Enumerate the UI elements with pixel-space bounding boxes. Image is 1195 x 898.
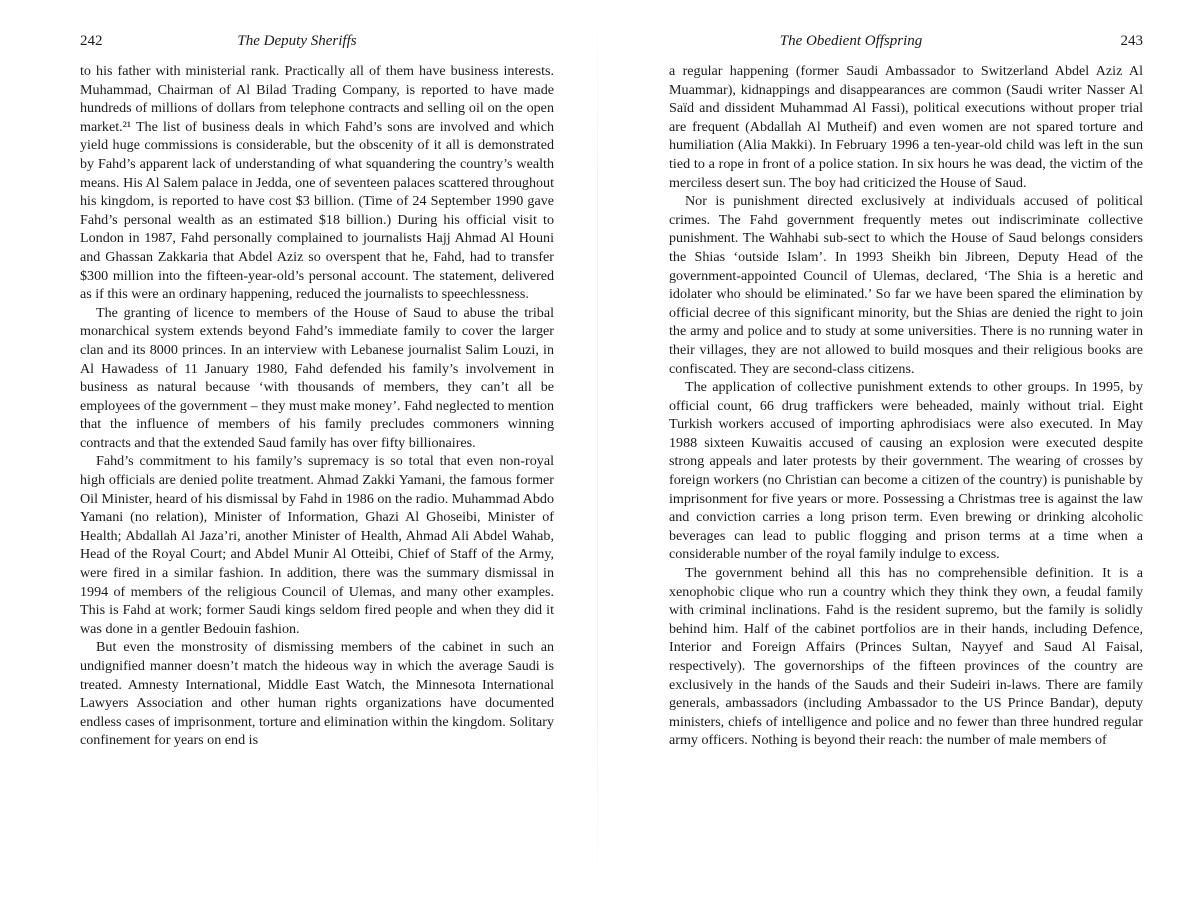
paragraph: Nor is punishment directed exclusively at individuals accused of political crimes. The Fahd government frequently metes out indiscriminate collective punishment. The Wahhabi sub-sect to which the House of Saud belongs considers the Shias ‘outside Islam’. In 1993 Sheikh bin Jibreen, Deputy Head of the government-appointed Council of Ulemas, declared, ‘The Shia is a heretic and idolater who should be eliminated.’ So far we have been spared the elimination by official decree of this significant minority, but the Shias are denied the right to join the army and police and to study at some universities. There is no running water in their villages, they are not allowed to build mosques and their religious books are confiscated. They are second-class citizens. xyxy=(669,193,1143,377)
right-page-body xyxy=(669,62,1143,750)
running-head: The Deputy Sheriffs xyxy=(237,33,357,49)
paragraph: But even the monstrosity of dismissing members of the cabinet in such an undignified manner doesn’t match the hideous way in which the average Saudi is treated. Amnesty International, Middle East Watch, the Minnesota International Lawyers Association and other human rights organizations have documented endless cases of imprisonment, torture and elimination within the kingdom. Solitary confinement for years on end is xyxy=(80,639,554,749)
paragraph: The application of collective punishment extends to other groups. In 1995, by official count, 66 drug traffickers were beheaded, mainly without trial. Eight Turkish workers accused of importing aphrodisiacs were also executed. In May 1988 sixteen Kuwaitis accused of causing an explosion were executed despite strong appeals and later protests by their government. The wearing of crosses by foreign workers (no Christian can become a citizen of the country) is punishable by imprisonment for five years or more. Possessing a Christmas tree is against the law and conviction carries a long prison term. Even brewing or drinking alcoholic beverages can lead to public flogging and prison terms at a time when a considerable number of the royal family indulge to excess. xyxy=(669,379,1143,563)
running-head: The Obedient Offspring xyxy=(779,33,923,49)
paragraph: to his father with ministerial rank. Practically all of them have business interests. Muhammad, Chairman of Al Bilad Trading Company, is reported to have made hundreds of millions of dollars from telephone contracts and selling oil on the open market.²¹ The list of business deals in which Fahd’s sons are involved and which yield huge commissions is considerable, but the obscenity of it all is demonstrated by Fahd’s apparent lack of understanding of what squandering the country’s wealth means. His Al Salem palace in Jedda, one of seventeen palaces scattered throughout his kingdom, is reported to have cost $3 billion. (Time of 24 September 1990 gave Fahd’s personal wealth as an estimated $18 billion.) During his official visit to London in 1987, Fahd personally complained to journalists Hajj Ahmad Al Houni and Ghassan Zakkaria that Abdel Aziz so overspent that he, Fahd, had to transfer $300 million into the fifteen-year-old’s personal account. The statement, delivered as if this were an ordinary happening, reduced the journalists to speechlessness. xyxy=(80,63,554,303)
left-page-body xyxy=(80,62,554,750)
paragraph: Fahd’s commitment to his family’s supremacy is so total that even non-royal high officials are denied polite treatment. Ahmad Zakki Yamani, the famous former Oil Minister, heard of his dismissal by Fahd in 1986 on the radio. Muhammad Abdo Yamani (no relation), Minister of Information, Ghazi Al Ghoseibi, Minister of Health; Abdallah Al Jaza’ri, another Minister of Health, Ahmad Ali Abdel Wahab, Head of the Royal Court; and Abdel Munir Al Otteibi, Chief of Staff of the Army, were fired in a similar fashion. In addition, there was the summary dismissal in 1994 of members of the religious Council of Ulemas, and many other examples. This is Fahd at work; former Saudi kings seldom fired people and when they did it was done in a gentler Bedouin fashion. xyxy=(80,453,554,637)
page-gutter xyxy=(597,0,598,898)
page-number: 243 xyxy=(1120,33,1143,49)
right-page xyxy=(669,30,1143,750)
right-page-header xyxy=(669,30,1143,52)
paragraph: a regular happening (former Saudi Ambassador to Switzerland Abdel Aziz Al Muammar), kidnappings and disappearances are common (Saudi writer Nasser Al Saïd and dissident Muhammad Al Fassi), political executions without proper trial are frequent (Abdallah Al Mutheif) and even women are not spared torture and humiliation (Alia Makki). In February 1996 a ten-year-old child was left in the sun tied to a rope in front of a police station. In six hours he was dead, the victim of the merciless desert sun. The boy had criticized the House of Saud. xyxy=(669,63,1143,191)
page-number: 242 xyxy=(80,33,103,49)
left-page-header xyxy=(80,30,554,52)
paragraph: The granting of licence to members of the House of Saud to abuse the tribal monarchical system extends beyond Fahd’s immediate family to cover the larger clan and its 8000 princes. In an interview with Lebanese journalist Salim Louzi, in Al Hawadess of 11 January 1980, Fahd defended his family’s involvement in business as natural because ‘with thousands of members, they can’t all be employees of the government – they must make money’. Fahd neglected to mention that the influence of members of his family precludes commoners winning contracts and that the extended Saud family has over fifty billionaires. xyxy=(80,304,554,451)
left-page xyxy=(80,30,554,750)
paragraph: The government behind all this has no comprehensible definition. It is a xenophobic clique who run a country which they think they own, a feudal family with criminal inclinations. Fahd is the resident supremo, but the family is solidly behind him. Half of the cabinet portfolios are in their hands, including Defence, Interior and Foreign Affairs (Princes Sultan, Nayyef and Saud Al Faisal, respectively). The governorships of the fifteen provinces of the country are exclusively in the hands of the Sauds and their Sudeiri in-laws. There are family generals, ambassadors (including Ambassador to the US Prince Bandar), deputy ministers, chiefs of intelligence and police and no fewer than three hundred regular army officers. Nothing is beyond their reach: the number of male members of xyxy=(669,565,1143,749)
